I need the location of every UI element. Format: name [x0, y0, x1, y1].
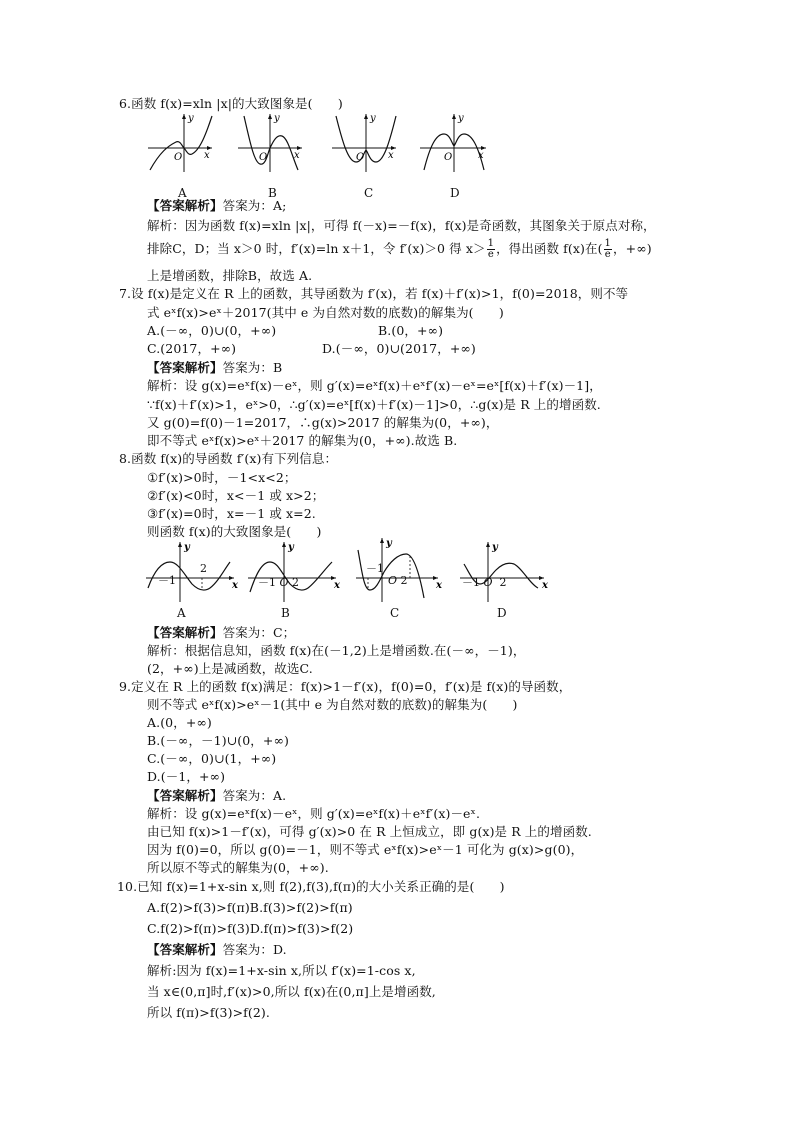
svg-text:y: y	[184, 542, 190, 553]
q7-option-d: D.(－∞，0)∪(2017，+∞)	[322, 341, 476, 356]
q6-label-a: A	[178, 186, 187, 200]
q6-exp2-part-a: 排除C，D；当 x＞0 时，f′(x)=ln x＋1，令 f′(x)＞0 得 x＞	[147, 241, 486, 256]
q10-explanation-1: 解析:因为 f(x)=1+x-sin x,所以 f′(x)=1-cos x,	[147, 963, 416, 978]
q9-explanation-4: 所以原不等式的解集为(0，+∞).	[147, 860, 329, 875]
q9-answer	[147, 788, 286, 804]
svg-text:y: y	[458, 113, 464, 124]
q8-label-c: C	[390, 606, 400, 620]
q6-explanation-2	[147, 239, 652, 260]
svg-text:x: x	[232, 580, 238, 591]
q6-figure-a	[146, 112, 216, 174]
svg-text:x: x	[204, 150, 210, 161]
svg-text:x: x	[436, 580, 442, 591]
q8a-two: 2	[200, 562, 207, 575]
q6-figure-d	[418, 112, 490, 174]
q10-answer	[147, 942, 287, 958]
q9-explanation-2: 由已知 f(x)>1－f′(x)，可得 g′(x)>0 在 R 上恒成立，即 g(x)是 R 上的增函数.	[147, 824, 592, 839]
svg-text:y: y	[370, 113, 376, 124]
svg-text:y: y	[288, 542, 294, 553]
svg-text:O: O	[174, 152, 183, 163]
q10-explanation-3: 所以 f(π)>f(3)>f(2).	[147, 1005, 270, 1020]
two-label: 2	[292, 576, 300, 589]
q8d-axis-labels	[462, 574, 507, 590]
svg-text:O: O	[356, 152, 365, 163]
q6-explanation-3: 上是增函数，排除B，故选 A.	[147, 268, 313, 283]
q10-options-cd: C.f(2)>f(π)>f(3)D.f(π)>f(3)>f(2)	[147, 921, 354, 936]
svg-text:y: y	[274, 113, 280, 124]
two-label: 2	[400, 574, 408, 587]
q7-answer	[147, 360, 282, 376]
origin-label: O	[483, 576, 493, 589]
answer-text: 答案为：B	[222, 360, 283, 375]
answer-text: 答案为：A;	[222, 198, 287, 213]
q6-label-b: B	[268, 186, 277, 200]
svg-text:y: y	[188, 113, 194, 124]
q8c-axis-labels	[388, 574, 408, 587]
q10-stem: 10.已知 f(x)=1+x-sin x,则 f(2),f(3),f(π)的大小关系正确的是( )	[117, 879, 505, 894]
q7-option-a: A.(－∞，0)∪(0，+∞)	[147, 323, 277, 338]
q10-explanation-2: 当 x∈(0,π]时,f′(x)>0,所以 f(x)在(0,π]上是增函数,	[147, 984, 436, 999]
q9-explanation-1: 解析：设 g(x)=eˣf(x)－eˣ，则 g′(x)=eˣf(x)＋eˣf′(x)－eˣ.	[147, 806, 481, 821]
q6-stem: 6.函数 f(x)=xln |x|的大致图象是( )	[119, 96, 343, 111]
origin-label: O	[388, 574, 398, 587]
q6-explanation-1: 解析：因为函数 f(x)=xln |x|，可得 f(－x)=－f(x)，f(x)是奇函数，其图象关于原点对称，	[147, 218, 656, 233]
q9-option-c: C.(－∞，0)∪(1，+∞)	[147, 751, 277, 766]
q6-label-d: D	[450, 186, 460, 200]
q8-label-a: A	[177, 606, 186, 620]
svg-text:x: x	[478, 150, 484, 161]
two-label: 2	[499, 576, 507, 589]
q9-option-b: B.(－∞，－1)∪(0，+∞)	[147, 733, 289, 748]
q8-figure-d	[458, 540, 550, 604]
q9-stem-2: 则不等式 eˣf(x)>eˣ－1(其中 e 为自然对数的底数)的解集为( )	[147, 697, 518, 712]
svg-text:x: x	[334, 580, 340, 591]
fraction-1-over-e-2	[604, 239, 612, 260]
q8-explanation-2: (2，+∞)上是减函数，故选C.	[147, 661, 313, 676]
q8-figure-b	[246, 540, 342, 604]
frac-num: 1	[604, 238, 612, 249]
q7-explanation-3: 又 g(0)=f(0)－1=2017，∴g(x)>2017 的解集为(0，+∞)，	[147, 415, 499, 430]
q7-explanation-1: 解析：设 g(x)=eˣf(x)－eˣ，则 g′(x)=eˣf(x)＋eˣf′(x)－eˣ=eˣ[f(x)＋f′(x)－1]，	[147, 378, 602, 393]
q6-answer	[147, 198, 286, 214]
q6-label-c: C	[364, 186, 374, 200]
answer-tag: 【答案解析】	[147, 198, 223, 213]
q9-explanation-3: 因为 f(0)=0，所以 g(0)=－1，则不等式 eˣf(x)>eˣ－1 可化为 g(x)>g(0)，	[147, 842, 584, 857]
q8-info-2: ②f′(x)<0时，x<－1 或 x>2；	[147, 488, 325, 503]
answer-tag: 【答案解析】	[147, 788, 223, 803]
q7-option-c: C.(2017，+∞)	[147, 341, 237, 356]
frac-den: e	[487, 249, 494, 260]
q8c-minus1: －1	[366, 562, 384, 575]
answer-text: 答案为：A.	[222, 788, 287, 803]
svg-text:x: x	[388, 150, 394, 161]
origin-label: O	[279, 576, 289, 589]
minus-one: －1	[258, 576, 276, 589]
frac-num: 1	[487, 238, 495, 249]
answer-tag: 【答案解析】	[147, 360, 223, 375]
q8-label-d: D	[497, 606, 507, 620]
q6-figure-c	[330, 112, 400, 174]
answer-text: 答案为：C；	[222, 625, 296, 640]
q7-stem-2: 式 eˣf(x)>eˣ＋2017(其中 e 为自然对数的底数)的解集为( )	[147, 305, 504, 320]
q8-answer	[147, 625, 295, 641]
q7-option-b: B.(0，+∞)	[378, 323, 444, 338]
q8b-axis-labels	[258, 574, 299, 590]
frac-den: e	[604, 249, 611, 260]
answer-tag: 【答案解析】	[147, 942, 223, 957]
q7-explanation-2: ∵f(x)＋f′(x)>1，eˣ>0，∴g′(x)=eˣ[f(x)＋f′(x)－1]>0，∴g(x)是 R 上的增函数.	[147, 397, 601, 412]
q9-option-a: A.(0，+∞)	[147, 715, 212, 730]
q8a-minus1: －1	[158, 574, 176, 587]
fraction-1-over-e	[487, 239, 495, 260]
q9-stem-1: 9.定义在 R 上的函数 f(x)满足：f(x)>1－f′(x)，f(0)=0，f′(x)是 f(x)的导函数，	[119, 679, 572, 694]
svg-text:x: x	[542, 580, 548, 591]
q8-info-3: ③f′(x)=0时，x=－1 或 x=2.	[147, 506, 316, 521]
q6-exp2-part-b: ，得出函数 f(x)在(	[496, 241, 603, 256]
answer-tag: 【答案解析】	[147, 625, 223, 640]
q8-stem: 8.函数 f(x)的导函数 f′(x)有下列信息：	[119, 451, 338, 466]
q8-info-1: ①f′(x)>0时，－1<x<2；	[147, 470, 297, 485]
svg-text:x: x	[294, 150, 300, 161]
q9-option-d: D.(－1，+∞)	[147, 769, 226, 784]
q7-explanation-4: 即不等式 eˣf(x)>eˣ＋2017 的解集为(0，+∞).故选 B.	[147, 433, 458, 448]
answer-text: 答案为：D.	[222, 942, 287, 957]
svg-text:O: O	[444, 152, 453, 163]
q6-exp2-part-c: ，+∞)	[613, 241, 652, 256]
q8-label-b: B	[281, 606, 290, 620]
q10-options-ab: A.f(2)>f(3)>f(π)B.f(3)>f(2)>f(π)	[147, 900, 353, 915]
q8-explanation-1: 解析：根据信息知，函数 f(x)在(－1,2)上是增函数.在(－∞，－1)，	[147, 643, 526, 658]
svg-text:y: y	[492, 542, 498, 553]
svg-text:O: O	[259, 152, 268, 163]
q8-ask: 则函数 f(x)的大致图象是( )	[147, 524, 322, 539]
svg-text:y: y	[386, 538, 392, 549]
q6-figure-b	[236, 112, 306, 174]
q7-stem-1: 7.设 f(x)是定义在 R 上的函数，其导函数为 f′(x)，若 f(x)＋f′(x)>1，f(0)=2018，则不等	[119, 286, 629, 301]
minus-one: －1	[462, 576, 480, 589]
